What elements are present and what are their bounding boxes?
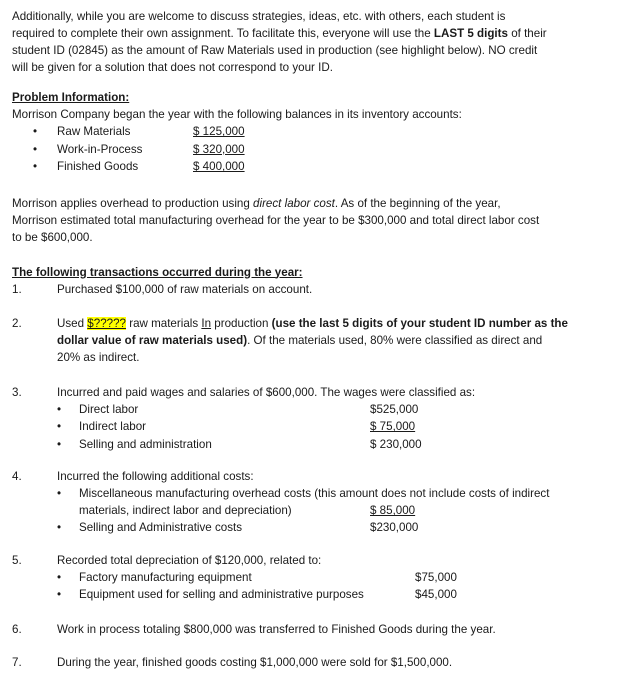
transaction-number: 7. [12,655,22,669]
bullet-icon: • [57,402,62,416]
transaction-5: 5. Recorded total depreciation of $120,000, related to: • Factory manufacturing equipment $75,000 • Equipment used for selling and administrative purposes $45,000 [12,552,612,604]
bullet-icon: • [57,588,62,601]
intro-line: student ID (02845) as the amount of Raw Materials used in production (see highlight below). NO credit [12,44,538,57]
inventory-item: • Raw Materials $ 125,000 [33,125,245,138]
transaction-7: 7. During the year, finished goods costing $1,000,000 were sold for $1,500,000. [12,655,453,669]
document [12,8,612,671]
transaction-2: 2. Used $????? raw materials In production (use the last 5 digits of your student ID number as the dollar value of raw materials used). Of the materials used, 80% were classified as direct and 20% as indirect. [12,316,568,364]
transaction-number: 6. [12,622,22,636]
transaction-6: 6. Work in process totaling $800,000 was transferred to Finished Goods during the year. [12,622,496,636]
inventory-list [12,123,612,176]
intro-line: required to complete their own assignment. To facilitate this, everyone will use the LAST 5 digits of their [12,27,547,40]
misc-overhead-amount: $ 85,000 [370,504,416,517]
problem-heading: Problem Information: [12,91,130,104]
bullet-icon: • [33,142,38,156]
bullet-icon: • [57,521,62,534]
transaction-number: 4. [12,470,22,483]
bullet-icon: • [57,570,62,584]
inventory-item: • Finished Goods $ 400,000 [33,160,245,173]
intro-paragraph [12,8,612,76]
wage-item: • Direct labor $525,000 [57,402,419,416]
problem-lead: Morrison Company began the year with the following balances in its inventory accounts: [12,108,462,121]
depreciation-item: • Equipment used for selling and administrative purposes $45,000 [57,588,457,601]
bullet-icon: • [57,487,62,500]
inventory-amount: $ 400,000 [193,160,245,173]
last-5-digits-emphasis: LAST 5 digits [433,27,508,40]
additional-cost-item: • Miscellaneous manufacturing overhead costs (this amount does not include costs of indirect materials, indirect labor and depreciation) $ 85,000 [57,487,550,517]
transaction-number: 1. [12,282,22,296]
depreciation-item: • Factory manufacturing equipment $75,000 [57,570,457,584]
transaction-1: 1. Purchased $100,000 of raw materials on account. [12,282,313,296]
transaction-3: 3. Incurred and paid wages and salaries of $600,000. The wages were classified as: • Direct labor $525,000 • Indirect labor $ 75,000 • Selling and administration $ 230,000 [12,384,612,454]
overhead-paragraph: Morrison applies overhead to production using direct labor cost. As of the beginning of the year, Morrison estimated total manufacturing overhead for the year to be $300,000 and total direct labor cost to be $600,000. [12,196,540,244]
intro-line: will be given for a solution that does not correspond to your ID. [12,61,333,74]
transactions-heading: The following transactions occurred during the year: [12,265,303,279]
inventory-item: • Work-in-Process $ 320,000 [33,142,245,156]
inventory-amount: $ 125,000 [193,125,245,138]
additional-cost-item: • Selling and Administrative costs $230,000 [57,521,419,534]
raw-materials-placeholder-highlight: $????? [87,316,126,330]
transaction-4: 4. Incurred the following additional costs: • Miscellaneous manufacturing overhead costs (this amount does not include costs of indirect materials, indirect labor and depreciation) $ 85,000 • Selling and Administrative costs $230,000 [12,468,612,537]
transaction-number: 5. [12,553,22,567]
bullet-icon: • [33,160,38,173]
wage-item: • Indirect labor $ 75,000 [57,420,416,433]
bullet-icon: • [57,437,62,451]
wage-item: • Selling and administration $ 230,000 [57,437,422,451]
transaction-number: 2. [12,316,22,330]
bullet-icon: • [57,420,62,433]
intro-line: Additionally, while you are welcome to discuss strategies, ideas, etc. with others, each student is [12,10,506,23]
bullet-icon: • [33,125,38,138]
direct-labor-cost-emphasis: direct labor cost [253,196,335,210]
inventory-amount: $ 320,000 [193,142,245,156]
transaction-number: 3. [12,385,22,399]
